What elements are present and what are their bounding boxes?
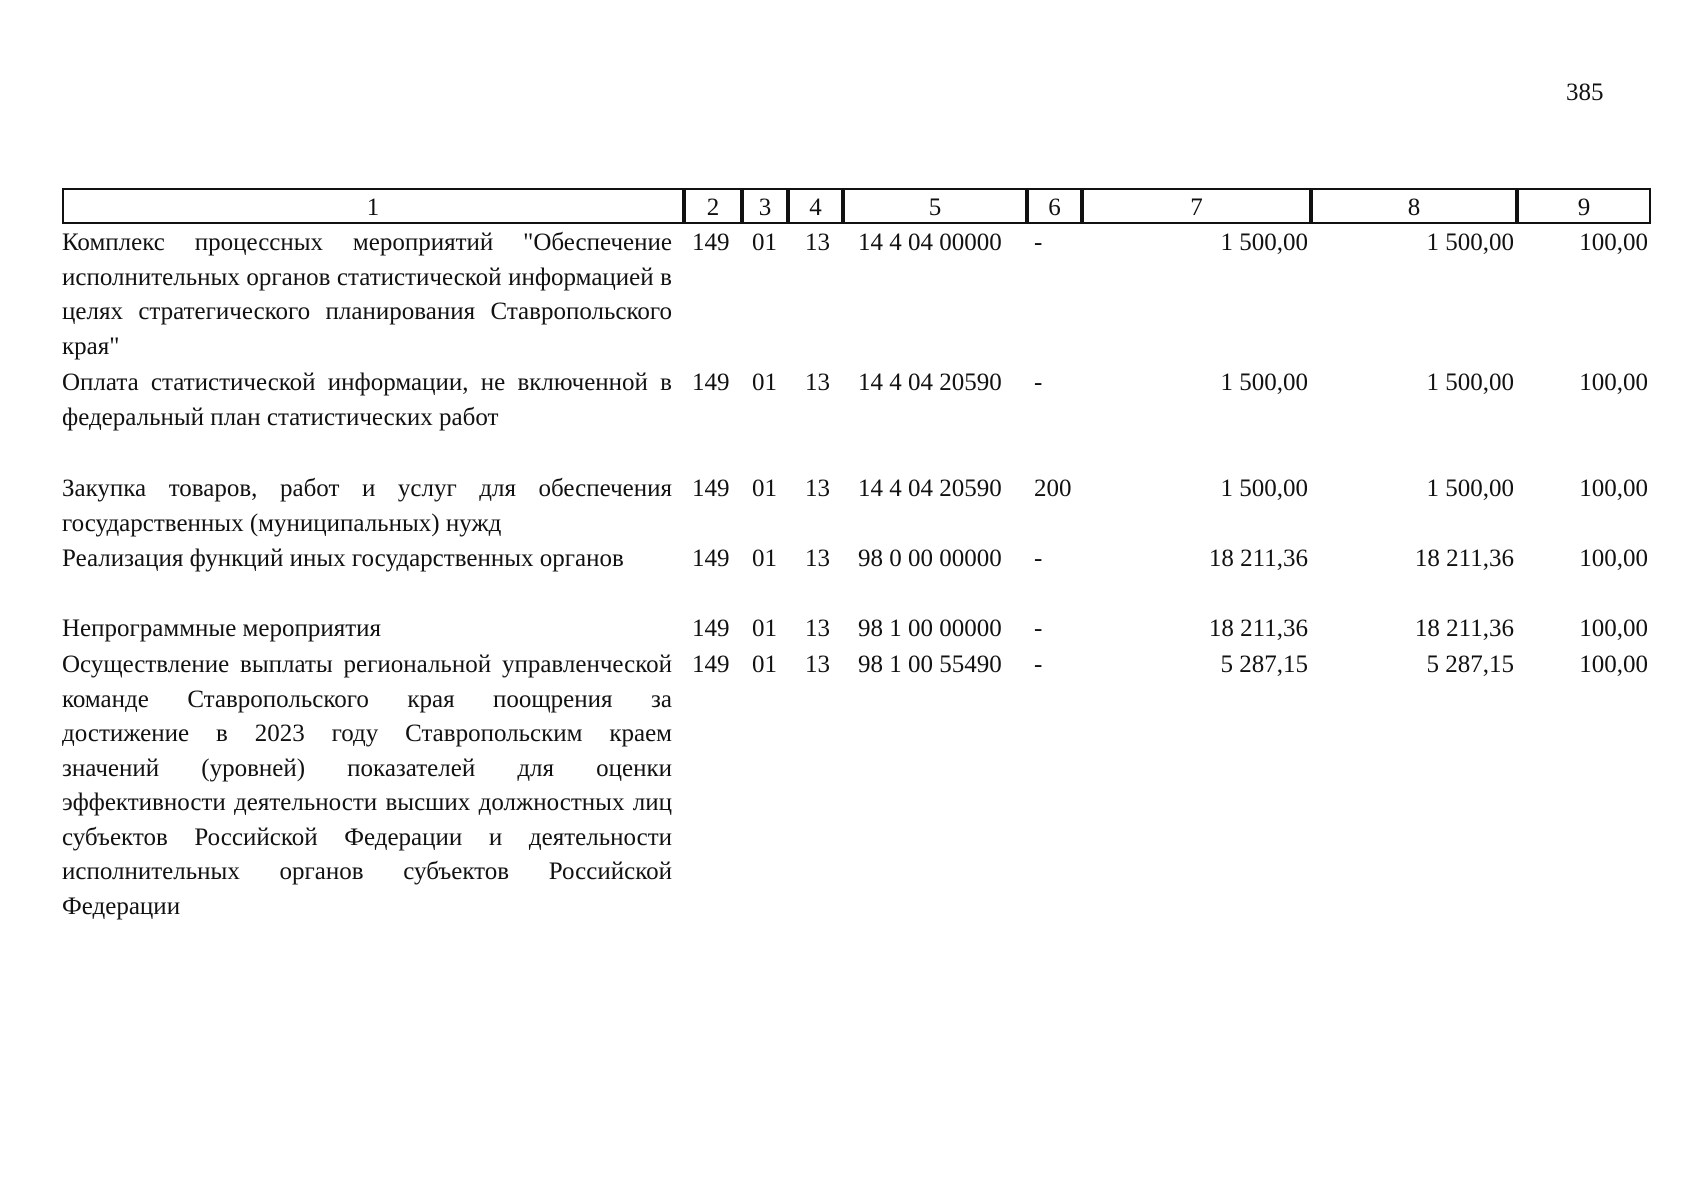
row-col-9: 100,00 — [1579, 475, 1648, 502]
header-col-6: 6 — [1027, 188, 1082, 224]
header-col-3: 3 — [742, 188, 788, 224]
row-col-3: 01 — [752, 545, 777, 572]
row-col-5: 14 4 04 20590 — [858, 369, 1002, 396]
row-col-4: 13 — [805, 651, 830, 678]
row-description: Реализация функций иных государственных органов — [62, 545, 624, 572]
row-col-5: 14 4 04 20590 — [858, 475, 1002, 502]
header-col-2: 2 — [684, 188, 742, 224]
row-col-6: - — [1034, 651, 1043, 678]
row-col-8: 18 211,36 — [1414, 545, 1514, 572]
row-col-7: 18 211,36 — [1208, 545, 1308, 572]
row-col-2: 149 — [692, 651, 730, 678]
table-header — [62, 188, 1651, 226]
row-col-2: 149 — [692, 545, 730, 572]
row-col-9: 100,00 — [1579, 369, 1648, 396]
row-col-8: 1 500,00 — [1426, 475, 1514, 502]
row-col-4: 13 — [805, 475, 830, 502]
row-col-6: - — [1034, 615, 1043, 642]
header-col-8: 8 — [1311, 188, 1517, 224]
row-col-8: 5 287,15 — [1426, 651, 1514, 678]
row-col-6: - — [1034, 545, 1043, 572]
row-col-4: 13 — [805, 229, 830, 256]
row-col-3: 01 — [752, 369, 777, 396]
row-col-2: 149 — [692, 475, 730, 502]
row-col-3: 01 — [752, 475, 777, 502]
row-col-6: 200 — [1034, 475, 1072, 502]
row-col-5: 98 1 00 00000 — [858, 615, 1002, 642]
row-col-9: 100,00 — [1579, 545, 1648, 572]
row-col-7: 5 287,15 — [1220, 651, 1308, 678]
row-col-5: 98 0 00 00000 — [858, 545, 1002, 572]
row-col-4: 13 — [805, 369, 830, 396]
row-col-6: - — [1034, 229, 1043, 256]
row-col-7: 1 500,00 — [1220, 369, 1308, 396]
row-description: Оплата статистической информации, не включенной в федеральный план статистических работ — [62, 369, 672, 431]
row-col-7: 18 211,36 — [1208, 615, 1308, 642]
row-col-3: 01 — [752, 615, 777, 642]
row-col-8: 18 211,36 — [1414, 615, 1514, 642]
row-col-7: 1 500,00 — [1220, 475, 1308, 502]
header-col-4: 4 — [788, 188, 843, 224]
row-col-9: 100,00 — [1579, 229, 1648, 256]
row-col-4: 13 — [805, 615, 830, 642]
row-col-2: 149 — [692, 615, 730, 642]
row-col-8: 1 500,00 — [1426, 229, 1514, 256]
row-col-4: 13 — [805, 545, 830, 572]
row-col-5: 98 1 00 55490 — [858, 651, 1002, 678]
row-description: Закупка товаров, работ и услуг для обеспечения государственных (муниципальных) нужд — [62, 475, 672, 537]
row-col-2: 149 — [692, 369, 730, 396]
row-description: Непрограммные мероприятия — [62, 615, 382, 642]
row-col-3: 01 — [752, 229, 777, 256]
row-description: Комплекс процессных мероприятий "Обеспечение исполнительных органов статистической информацией в целях стратегического планирования Ставропольского края" — [62, 229, 672, 360]
row-col-6: - — [1034, 369, 1043, 396]
header-col-5: 5 — [843, 188, 1027, 224]
header-col-1: 1 — [62, 188, 684, 224]
row-col-7: 1 500,00 — [1220, 229, 1308, 256]
row-col-5: 14 4 04 00000 — [858, 229, 1002, 256]
row-description: Осуществление выплаты региональной управленческой команде Ставропольского края поощрения за достижение в 2023 году Ставропольским краем значений (уровней) показателей для оценки эффективности деятельности высших должностных лиц субъектов Российской Федерации и деятельности исполнительных органов субъектов Российской Федерации — [62, 651, 672, 920]
row-col-8: 1 500,00 — [1426, 369, 1514, 396]
row-col-2: 149 — [692, 229, 730, 256]
page-number: 385 — [1566, 79, 1604, 106]
row-col-9: 100,00 — [1579, 651, 1648, 678]
header-col-7: 7 — [1082, 188, 1311, 224]
header-col-9: 9 — [1517, 188, 1651, 224]
row-col-9: 100,00 — [1579, 615, 1648, 642]
row-col-3: 01 — [752, 651, 777, 678]
